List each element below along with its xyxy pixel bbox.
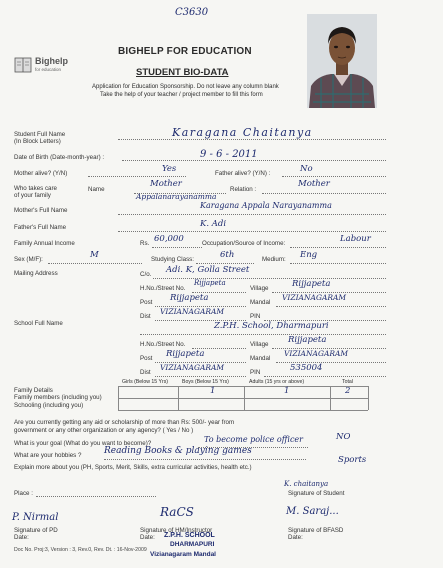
student-name-sublabel: (In Block Letters): [14, 138, 61, 145]
family-adults-value: 1: [284, 386, 290, 396]
caretaker-relation-label: Relation :: [230, 186, 257, 193]
studying-class-label: Studying Class:: [151, 256, 194, 263]
caretaker-sublabel: of your family: [14, 192, 51, 199]
school-name-value: Z.P.H. School, Dharmapuri: [214, 321, 329, 331]
dist-label: Dist: [140, 313, 151, 320]
bfasd-signature: M. Saraj...: [286, 506, 339, 517]
mother-name-label: Mother's Full Name: [14, 207, 68, 214]
col-boys: Boys (Below 15 Yrs): [182, 379, 229, 385]
school-village-label: Village: [250, 341, 269, 348]
signature-pd-label: Signature of PD: [14, 527, 58, 534]
co-label: C/o.: [140, 271, 152, 278]
stamp-line-3: Vizianagaram Mandal: [150, 551, 216, 558]
instruction-line-2: Take the help of your teacher / project member to fill this form: [100, 92, 263, 98]
caretaker-relation-value: Mother: [298, 179, 330, 189]
post-label: Post: [140, 299, 153, 306]
mandal-value: VIZIANAGARAM: [282, 293, 347, 302]
school-hno-label: H.No./Street No.: [140, 341, 186, 348]
schooling-label: Schooling (including you): [14, 402, 84, 409]
medium-value: Eng: [300, 250, 318, 260]
sex-value: M: [90, 250, 99, 260]
school-pin-label: PIN: [250, 369, 261, 376]
school-post-value: Rijjapeta: [166, 349, 205, 359]
signature-hm-label: Signature of HM/Instructor: [140, 527, 213, 534]
school-mandal-value: VIZIANAGARAM: [284, 349, 349, 358]
signature-pd-date: Date:: [14, 534, 29, 541]
caretaker-name-label: Name: [88, 186, 105, 193]
mailing-address-label: Mailing Address: [14, 270, 58, 277]
school-name-label: School Full Name: [14, 320, 63, 327]
pd-signature: P. Nirmal: [12, 512, 59, 523]
col-adults: Adults (15 yrs or above): [249, 379, 305, 385]
father-name-label: Father's Full Name: [14, 224, 67, 231]
book-icon: [14, 56, 32, 74]
occupation-label: Occupation/Source of Income:: [202, 240, 286, 247]
logo-text: Bighelp: [35, 56, 68, 66]
place-label: Place :: [14, 490, 33, 497]
aid-question-2: government or any other organization or any agency? ( Yes / No ): [14, 427, 194, 434]
studying-class-value: 6th: [220, 250, 235, 260]
school-mandal-label: Mandal: [250, 355, 271, 362]
instruction-line-1: Application for Education Sponsorship. Do not leave any column blank: [92, 84, 279, 90]
student-name-value: Karagana Chaitanya: [172, 126, 313, 139]
medium-label: Medium:: [262, 256, 286, 263]
reference-number: C3630: [175, 7, 209, 18]
hm-signature: RaCS: [160, 505, 194, 519]
hno-label: H.No./Street No.: [140, 285, 186, 292]
rs-label: Rs.: [140, 240, 150, 247]
mother-alive-value: Yes: [162, 164, 177, 174]
doc-number: Doc No. Proj:3, Version : 3, Rev.0, Rev. Dt. : 16-Nov-2009: [14, 547, 147, 553]
school-post-label: Post: [140, 355, 153, 362]
school-pin-value: 535004: [290, 363, 323, 373]
family-details-label: Family Details: [14, 387, 53, 394]
school-dist-label: Dist: [140, 369, 151, 376]
mother-name-value-2: Karagana Appala Narayanamma: [200, 201, 332, 210]
mother-alive-label: Mother alive? (Y/N): [14, 170, 68, 177]
dob-label: Date of Birth (Date-month-year) :: [14, 154, 105, 161]
student-name-label: Student Full Name: [14, 131, 66, 138]
family-total-value: 2: [345, 386, 351, 396]
col-girls: Girls (Below 15 Yrs): [122, 379, 169, 385]
goal-question: What is your goal (What do you want to become)?: [14, 440, 152, 447]
aid-value: NO: [336, 432, 351, 442]
stamp-line-1: Z.P.H. SCHOOL: [164, 532, 215, 539]
signature-student-label: Signature of Student: [288, 490, 345, 497]
father-alive-label: Father alive? (Y/N) :: [215, 170, 271, 177]
pin-label: PIN: [250, 313, 261, 320]
sex-label: Sex (M/F):: [14, 256, 43, 263]
explain-question: Explain more about you (PH, Sports, Merit, Skills, extra curricular activities, health etc.): [14, 464, 252, 471]
aid-question-1: Are you currently getting any aid or scholarship of more than Rs: 500/- year from: [14, 419, 235, 426]
form-title: STUDENT BIO-DATA: [136, 67, 229, 78]
father-name-value: K. Adi: [200, 219, 227, 229]
village-label: Village: [250, 285, 269, 292]
family-boys-value: 1: [210, 386, 216, 396]
student-signature: K. chaitanya: [284, 480, 329, 488]
income-label: Family Annual Income: [14, 240, 75, 247]
dist-value: VIZIANAGARAM: [160, 307, 225, 316]
caretaker-name-value: Mother: [150, 179, 182, 189]
signature-bfasd-label: Signature of BFASD: [288, 527, 344, 534]
logo-subtext: for education: [35, 67, 62, 72]
explain-value: Sports: [338, 455, 367, 465]
school-village-value: Rijjapeta: [288, 335, 327, 345]
stamp-line-2: DHARMAPURI: [170, 541, 215, 548]
signature-hm-date: Date:: [140, 534, 155, 541]
mandal-label: Mandal: [250, 299, 271, 306]
hobbies-value: Reading Books & playing games: [104, 446, 252, 456]
co-value: Adi. K, Golla Street: [166, 265, 250, 275]
col-total: Total: [342, 379, 353, 385]
mother-name-value-1: Appalanarayanamma: [136, 192, 217, 201]
family-members-label: Family members (including you): [14, 394, 102, 401]
org-title: BIGHELP FOR EDUCATION: [118, 46, 252, 57]
school-dist-value: VIZIANAGARAM: [160, 363, 225, 372]
student-photo: [307, 14, 377, 108]
father-alive-value: No: [300, 164, 313, 174]
hobbies-question: What are your hobbies ?: [14, 452, 82, 459]
dob-value: 9 - 6 - 2011: [200, 149, 258, 160]
hno-value: Rijjapeta: [194, 279, 226, 287]
signature-bfasd-date: Date:: [288, 534, 303, 541]
bighelp-logo: [14, 52, 84, 78]
village-value: Rijjapeta: [292, 279, 331, 289]
caretaker-label: Who takes care: [14, 185, 57, 192]
post-value: Rijjapeta: [170, 293, 209, 303]
income-value: 60,000: [154, 234, 184, 244]
goal-value: To become police officer: [204, 435, 303, 444]
occupation-value: Labour: [340, 234, 371, 244]
